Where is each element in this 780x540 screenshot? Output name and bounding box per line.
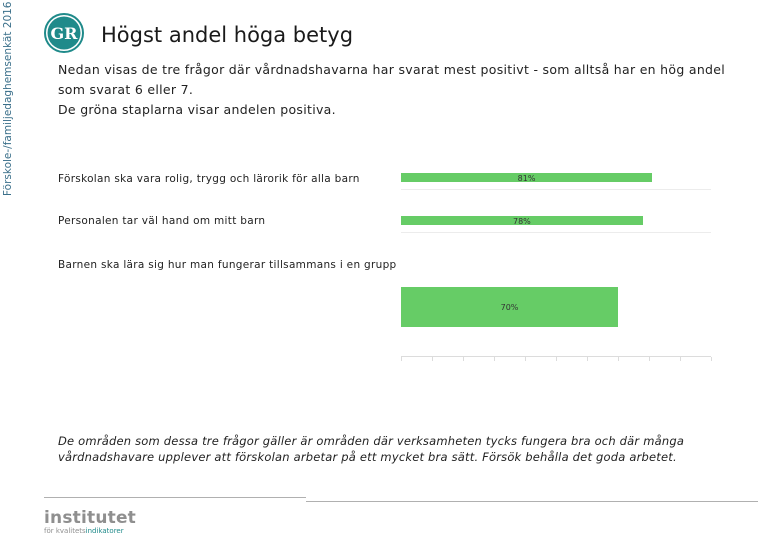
category-label: Personalen tar väl hand om mitt barn	[58, 215, 266, 227]
data-label: 81%	[517, 174, 536, 183]
axis-tick	[649, 357, 650, 361]
category-label: Förskolan ska vara rolig, trygg och lärorik för alla barn	[58, 173, 360, 185]
tagline-highlight: indikatorer	[85, 527, 124, 535]
conclusion-text: De områden som dessa tre frågor gäller är områden där verksamheten tycks fungera bra och där många vårdnadshavare upplever att förskolan arbetar på ett mycket bra sätt. Försök behålla det goda arbetet.	[58, 434, 685, 464]
institutet-logo	[44, 509, 136, 535]
axis-tick	[556, 357, 557, 361]
axis-tick	[525, 357, 526, 361]
intro-line-1: Nedan visas de tre frågor där vårdnadshavarna har svarat mest positivt - som alltså har en hög andel som svarat 6 eller 7.	[58, 62, 726, 97]
footer-divider	[306, 501, 758, 502]
axis-tick	[401, 357, 402, 361]
axis-tick	[494, 357, 495, 361]
gr-logo	[44, 13, 84, 53]
survey-side-label: Förskole-/familjedaghemsenkät 2016	[2, 1, 14, 196]
logo-text: GR	[50, 24, 78, 43]
page-title: Högst andel höga betyg	[101, 23, 354, 47]
tagline-plain: för kvalitets	[44, 527, 86, 535]
institutet-tagline	[44, 527, 136, 535]
grid-line	[401, 232, 711, 233]
data-label: 78%	[513, 217, 531, 226]
x-axis	[401, 356, 711, 363]
category-label: Barnen ska lära sig hur man fungerar tillsammans i en grupp	[58, 259, 397, 271]
axis-tick	[680, 357, 681, 361]
intro-line-2: De gröna staplarna visar andelen positiva.	[58, 102, 336, 117]
grid-line	[401, 189, 711, 190]
axis-tick	[618, 357, 619, 361]
institutet-name: institutet	[44, 508, 137, 528]
intro-text	[58, 60, 738, 120]
axis-tick	[587, 357, 588, 361]
axis-tick	[463, 357, 464, 361]
axis-tick	[711, 357, 712, 361]
footer-divider	[44, 497, 306, 498]
axis-tick	[432, 357, 433, 361]
data-label: 70%	[500, 303, 519, 312]
